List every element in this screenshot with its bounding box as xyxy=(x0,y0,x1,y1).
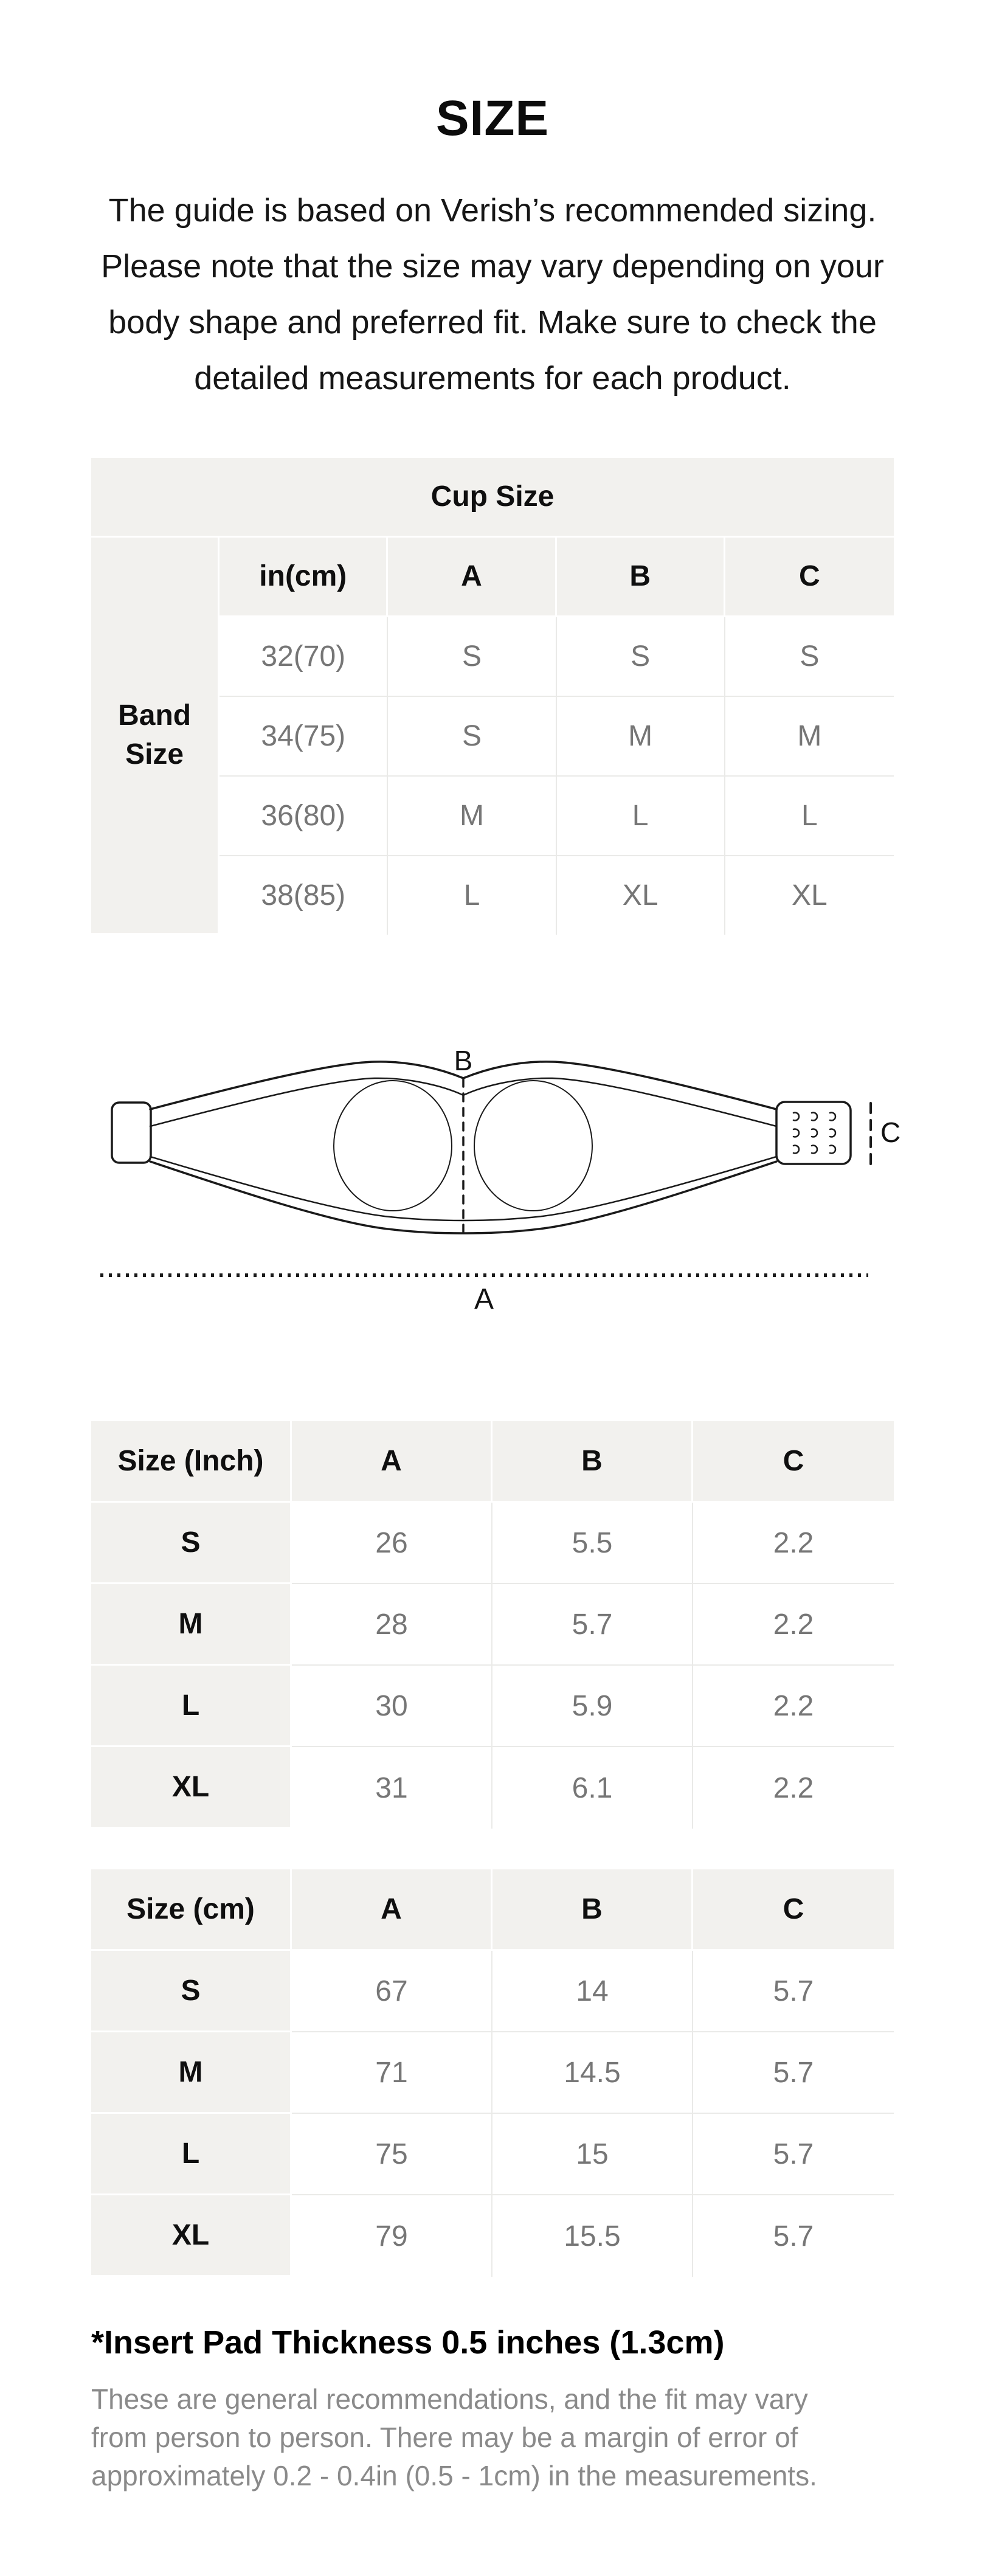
size-value: S xyxy=(557,617,725,697)
intro-line: The guide is based on Verish’s recommended sizing. xyxy=(108,192,877,229)
measure-value: 5.5 xyxy=(493,1503,693,1584)
column-header: A xyxy=(292,1421,493,1503)
measure-value: 2.2 xyxy=(693,1747,894,1829)
measure-label-c: C xyxy=(880,1117,901,1148)
measure-value: 15.5 xyxy=(493,2195,693,2277)
size-value: S xyxy=(725,617,894,697)
size-label: XL xyxy=(91,1747,292,1829)
measure-value: 6.1 xyxy=(493,1747,693,1829)
measure-value: 75 xyxy=(292,2114,493,2195)
measure-label-b: B xyxy=(454,1045,473,1076)
size-value: L xyxy=(725,777,894,856)
size-inch-table xyxy=(91,1421,894,1829)
measure-value: 79 xyxy=(292,2195,493,2277)
column-header: Size (cm) xyxy=(91,1869,292,1951)
size-value: XL xyxy=(557,856,725,935)
table-row xyxy=(91,1666,894,1747)
measure-value: 5.7 xyxy=(693,2195,894,2277)
table-row xyxy=(91,2195,894,2277)
band-value: 32(70) xyxy=(219,617,388,697)
size-label: M xyxy=(91,2032,292,2114)
bra-cup-right xyxy=(474,1081,592,1211)
column-header: C xyxy=(693,1869,894,1951)
hook-marks xyxy=(793,1113,835,1154)
band-value: 38(85) xyxy=(219,856,388,935)
cup-header-a: A xyxy=(388,538,556,617)
table-row xyxy=(91,1747,894,1829)
page-title: SIZE xyxy=(435,91,550,146)
size-label: XL xyxy=(91,2195,292,2277)
band-value: 36(80) xyxy=(219,777,388,856)
disclaimer-line: from person to person. There may be a margin of error of xyxy=(91,2422,798,2453)
table-row xyxy=(91,1951,894,2032)
measure-value: 15 xyxy=(493,2114,693,2195)
table-row xyxy=(91,1503,894,1584)
cup-header-b: B xyxy=(557,538,725,617)
band-size-label-cell: Band Size xyxy=(91,538,219,935)
header-row xyxy=(91,1869,894,1951)
size-label: M xyxy=(91,1584,292,1666)
disclaimer-line: approximately 0.2 - 0.4in (0.5 - 1cm) in the measurements. xyxy=(91,2460,817,2491)
table-row xyxy=(91,2032,894,2114)
column-header: B xyxy=(493,1869,693,1951)
size-label: S xyxy=(91,1503,292,1584)
fit-disclaimer xyxy=(91,2380,894,2495)
measure-value: 2.2 xyxy=(693,1584,894,1666)
measure-value: 2.2 xyxy=(693,1503,894,1584)
measure-value: 5.7 xyxy=(693,2114,894,2195)
column-header: C xyxy=(693,1421,894,1503)
column-header: Size (Inch) xyxy=(91,1421,292,1503)
size-value: S xyxy=(388,697,556,777)
cup-size-header-row xyxy=(91,538,894,617)
bra-measurement-diagram xyxy=(91,1018,901,1334)
measure-value: 2.2 xyxy=(693,1666,894,1747)
measure-value: 26 xyxy=(292,1503,493,1584)
table-row xyxy=(91,1584,894,1666)
cup-size-title-cell: Cup Size xyxy=(91,458,894,538)
size-value: L xyxy=(388,856,556,935)
measure-value: 30 xyxy=(292,1666,493,1747)
measure-value: 5.7 xyxy=(493,1584,693,1666)
cup-header-c: C xyxy=(725,538,894,617)
size-label: L xyxy=(91,2114,292,2195)
intro-line: Please note that the size may vary depending on your xyxy=(101,248,884,285)
measure-value: 14.5 xyxy=(493,2032,693,2114)
bra-left-tab xyxy=(112,1103,151,1163)
size-value: M xyxy=(388,777,556,856)
measure-value: 5.9 xyxy=(493,1666,693,1747)
insert-pad-note: *Insert Pad Thickness 0.5 inches (1.3cm) xyxy=(91,2324,725,2361)
bra-cup-left xyxy=(334,1081,452,1211)
size-label: L xyxy=(91,1666,292,1747)
size-value: L xyxy=(557,777,725,856)
bra-right-tab xyxy=(776,1102,851,1164)
intro-line: body shape and preferred fit. Make sure to check the xyxy=(108,304,877,341)
intro-line: detailed measurements for each product. xyxy=(194,360,791,396)
header-row xyxy=(91,1421,894,1503)
size-value: XL xyxy=(725,856,894,935)
band-value: 34(75) xyxy=(219,697,388,777)
measure-value: 5.7 xyxy=(693,1951,894,2032)
size-value: M xyxy=(725,697,894,777)
unit-header-cell: in(cm) xyxy=(219,538,388,617)
cup-size-title-row xyxy=(91,458,894,538)
size-cm-table xyxy=(91,1869,894,2277)
measure-value: 14 xyxy=(493,1951,693,2032)
measure-value: 71 xyxy=(292,2032,493,2114)
cup-size-table xyxy=(91,458,894,935)
intro-paragraph xyxy=(91,182,894,406)
disclaimer-line: These are general recommendations, and the fit may vary xyxy=(91,2383,808,2415)
measure-value: 67 xyxy=(292,1951,493,2032)
measure-label-a: A xyxy=(474,1283,494,1315)
column-header: A xyxy=(292,1869,493,1951)
size-label: S xyxy=(91,1951,292,2032)
size-value: S xyxy=(388,617,556,697)
table-row xyxy=(91,2114,894,2195)
measure-value: 5.7 xyxy=(693,2032,894,2114)
measure-value: 28 xyxy=(292,1584,493,1666)
measure-value: 31 xyxy=(292,1747,493,1829)
column-header: B xyxy=(493,1421,693,1503)
size-value: M xyxy=(557,697,725,777)
